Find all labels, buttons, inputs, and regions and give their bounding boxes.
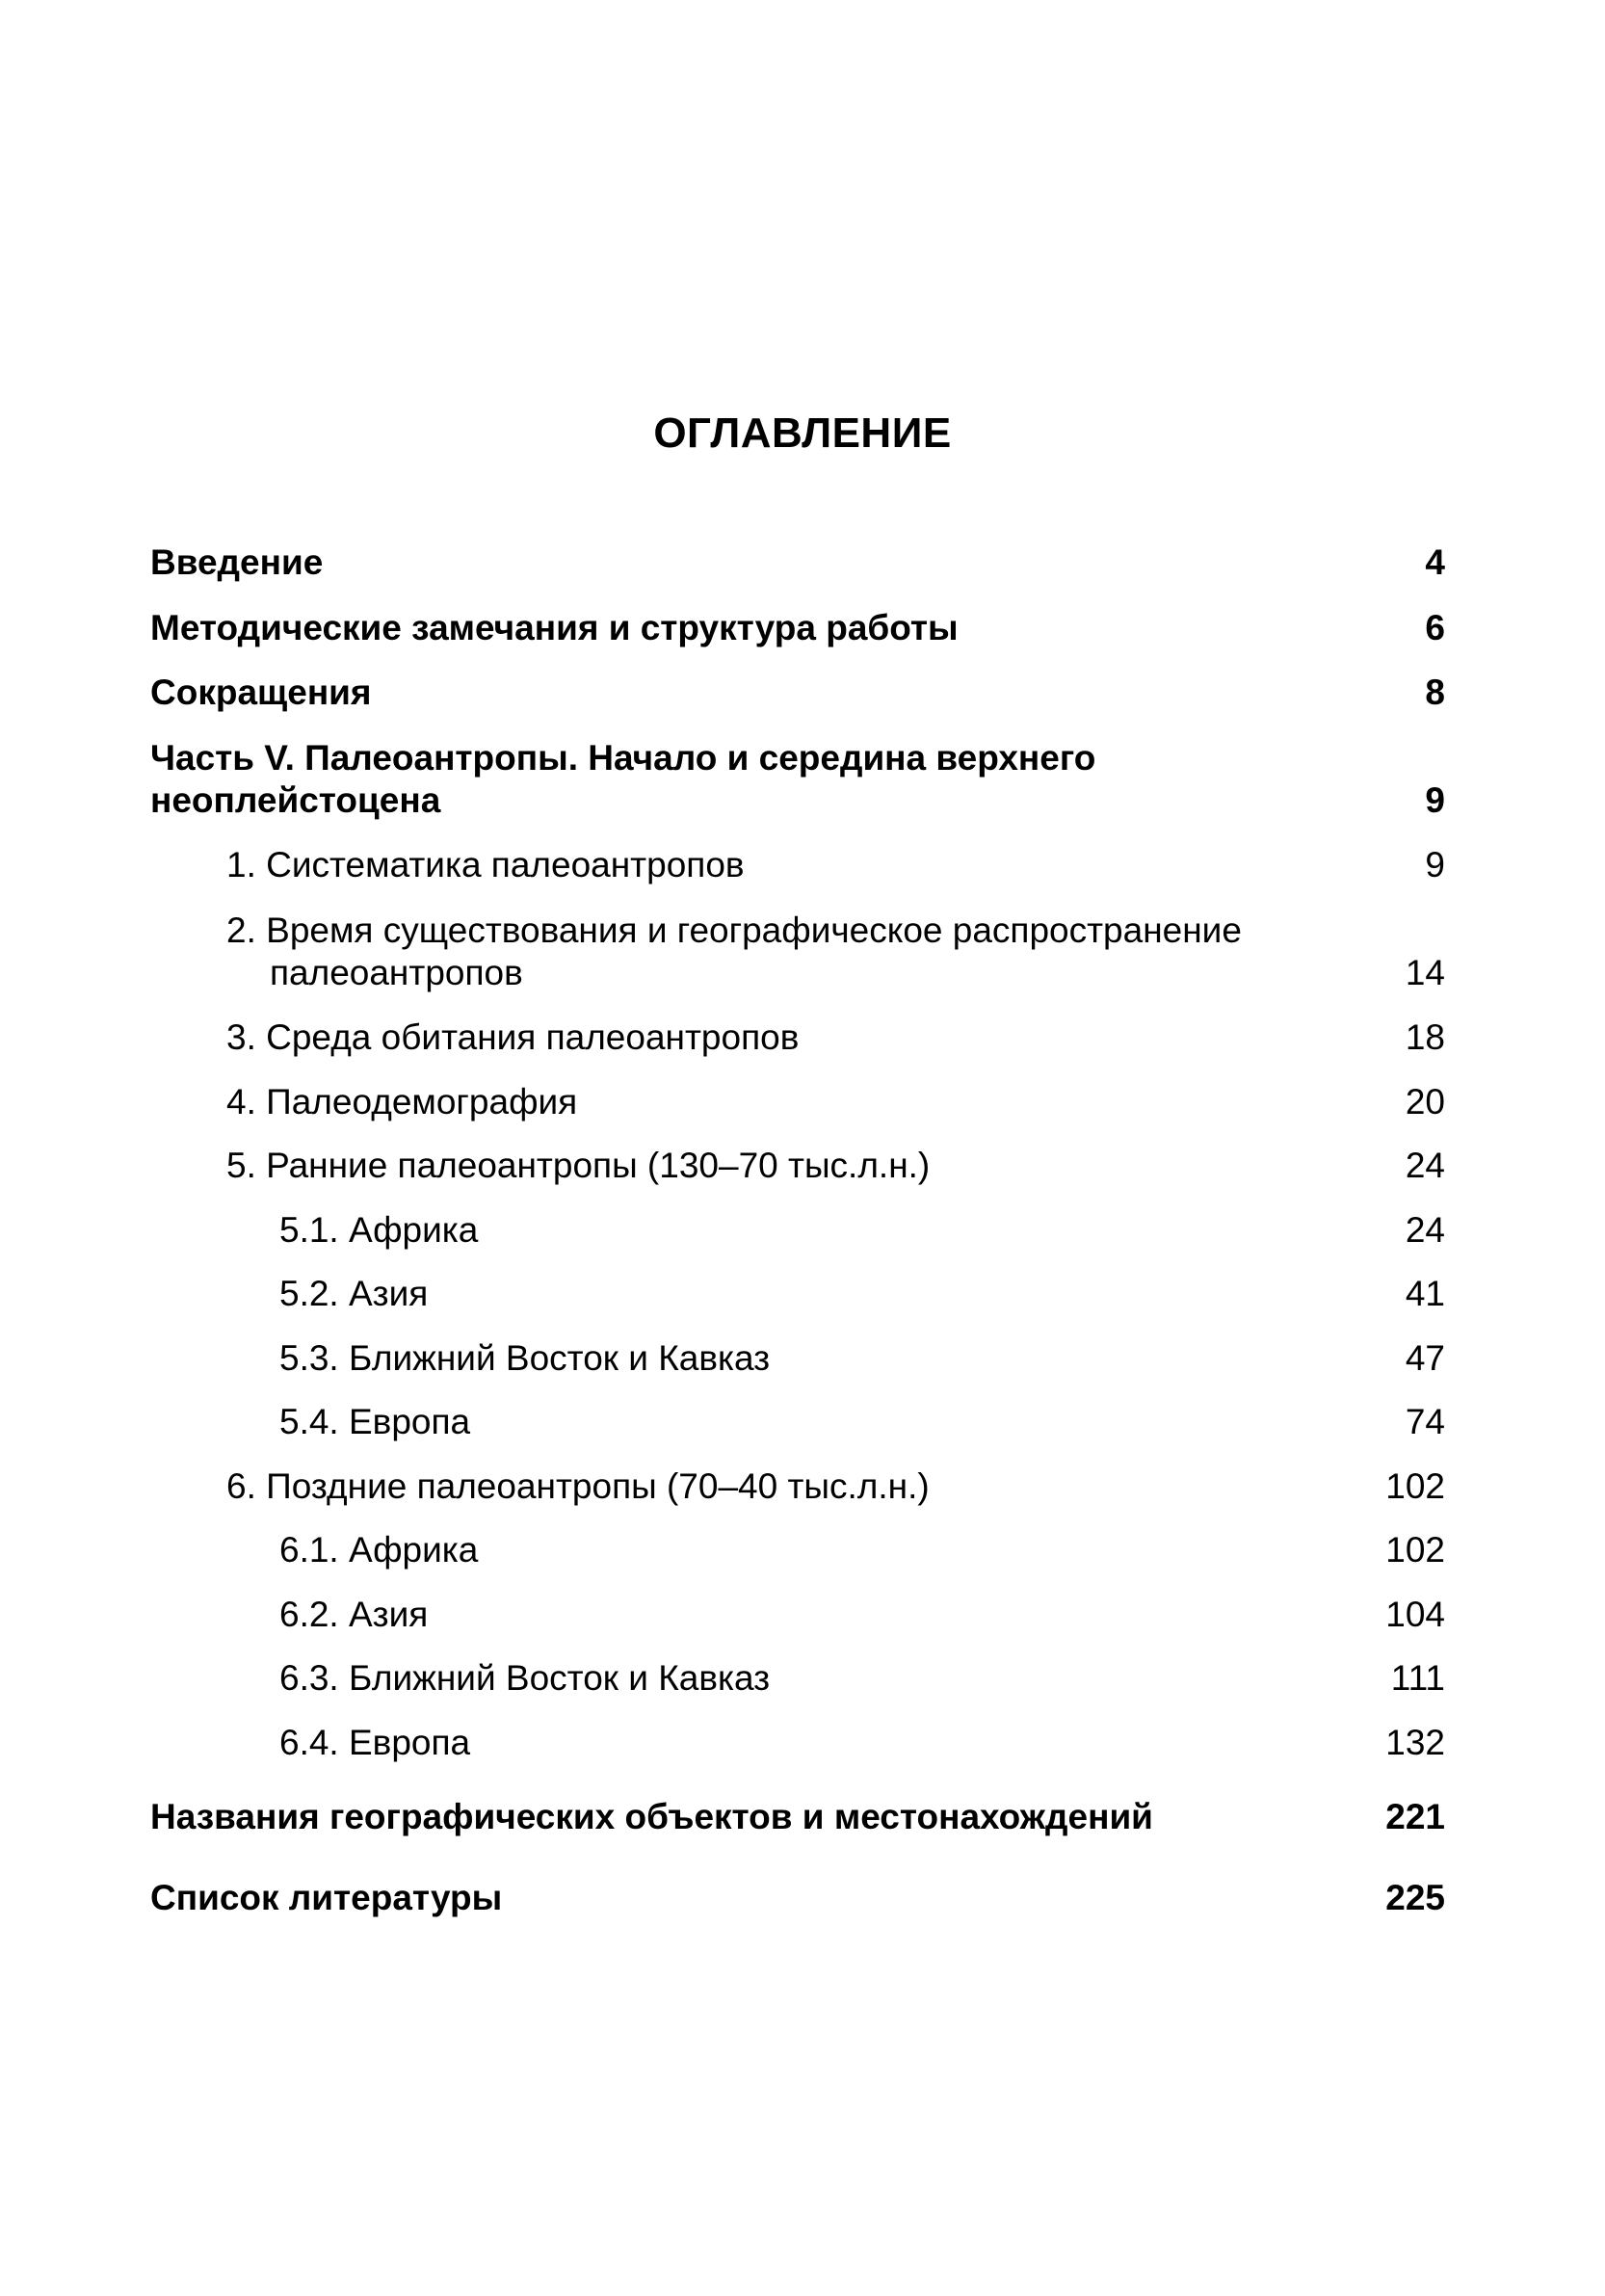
toc-entry-page: 102 [1385,1466,1445,1506]
toc-entry-label: 3. Среда обитания палеоантропов [226,1017,800,1057]
toc-entry-page: 104 [1385,1595,1445,1634]
toc-entry-page: 24 [1405,1210,1445,1250]
toc-entry-label: Названия географических объектов и местонахождений [150,1797,1153,1836]
toc-entry-page: 4 [1425,542,1445,582]
toc-entry-label: 6.1. Африка [279,1530,479,1570]
toc-entry-page: 8 [1425,673,1445,712]
toc-entry-label: Сокращения [150,673,372,712]
toc-entry-label: Методические замечания и структура работы [150,608,959,647]
toc-entry-page: 102 [1385,1530,1445,1570]
toc-entry-page: 6 [1425,608,1445,647]
toc-entry-label: 6.2. Азия [279,1595,429,1634]
toc-entry-label: 5.3. Ближний Восток и Кавказ [279,1338,771,1378]
toc-entry-label: 5.4. Европа [279,1402,471,1441]
toc-entry-label: 6.4. Европа [279,1723,471,1762]
toc-entry-label: Введение [150,542,324,582]
toc-entry-label: 4. Палеодемография [226,1082,578,1122]
toc-entry-page: 225 [1385,1878,1445,1917]
toc-entry-label: Часть V. Палеоантропы. Начало и середина верхнего неоплейстоцена [150,738,1096,820]
toc-entry-label: 6. Поздние палеоантропы (70–40 тыс.л.н.) [226,1466,930,1506]
toc-entry-label: 5.1. Африка [279,1210,479,1250]
toc-entry-page: 20 [1405,1082,1445,1122]
toc-entry-page: 74 [1405,1402,1445,1441]
page-title: ОГЛАВЛЕНИЕ [653,409,952,457]
toc-entry-page: 18 [1405,1017,1445,1057]
toc-entry-page: 47 [1405,1338,1445,1378]
toc-entry-label: 6.3. Ближний Восток и Кавказ [279,1658,771,1698]
toc-entry-label: Список литературы [150,1878,503,1917]
toc-entry-label: 5. Ранние палеоантропы (130–70 тыс.л.н.) [226,1146,931,1185]
toc-entry-label: 1. Систематика палеоантропов [226,845,745,884]
toc-entry-page: 221 [1385,1797,1445,1836]
toc-entry-page: 41 [1405,1274,1445,1313]
toc-entry-page: 24 [1405,1146,1445,1185]
toc-entry-label: 2. Время существования и географическое распространение палеоантропов [226,910,1242,992]
toc-entry-page: 132 [1385,1723,1445,1762]
toc-entry-page: 14 [1405,953,1445,992]
toc-entry-page: 9 [1425,780,1445,820]
toc-entry-page: 9 [1425,845,1445,884]
toc-entry-label: 5.2. Азия [279,1274,429,1313]
toc-entry-page: 111 [1390,1658,1445,1698]
